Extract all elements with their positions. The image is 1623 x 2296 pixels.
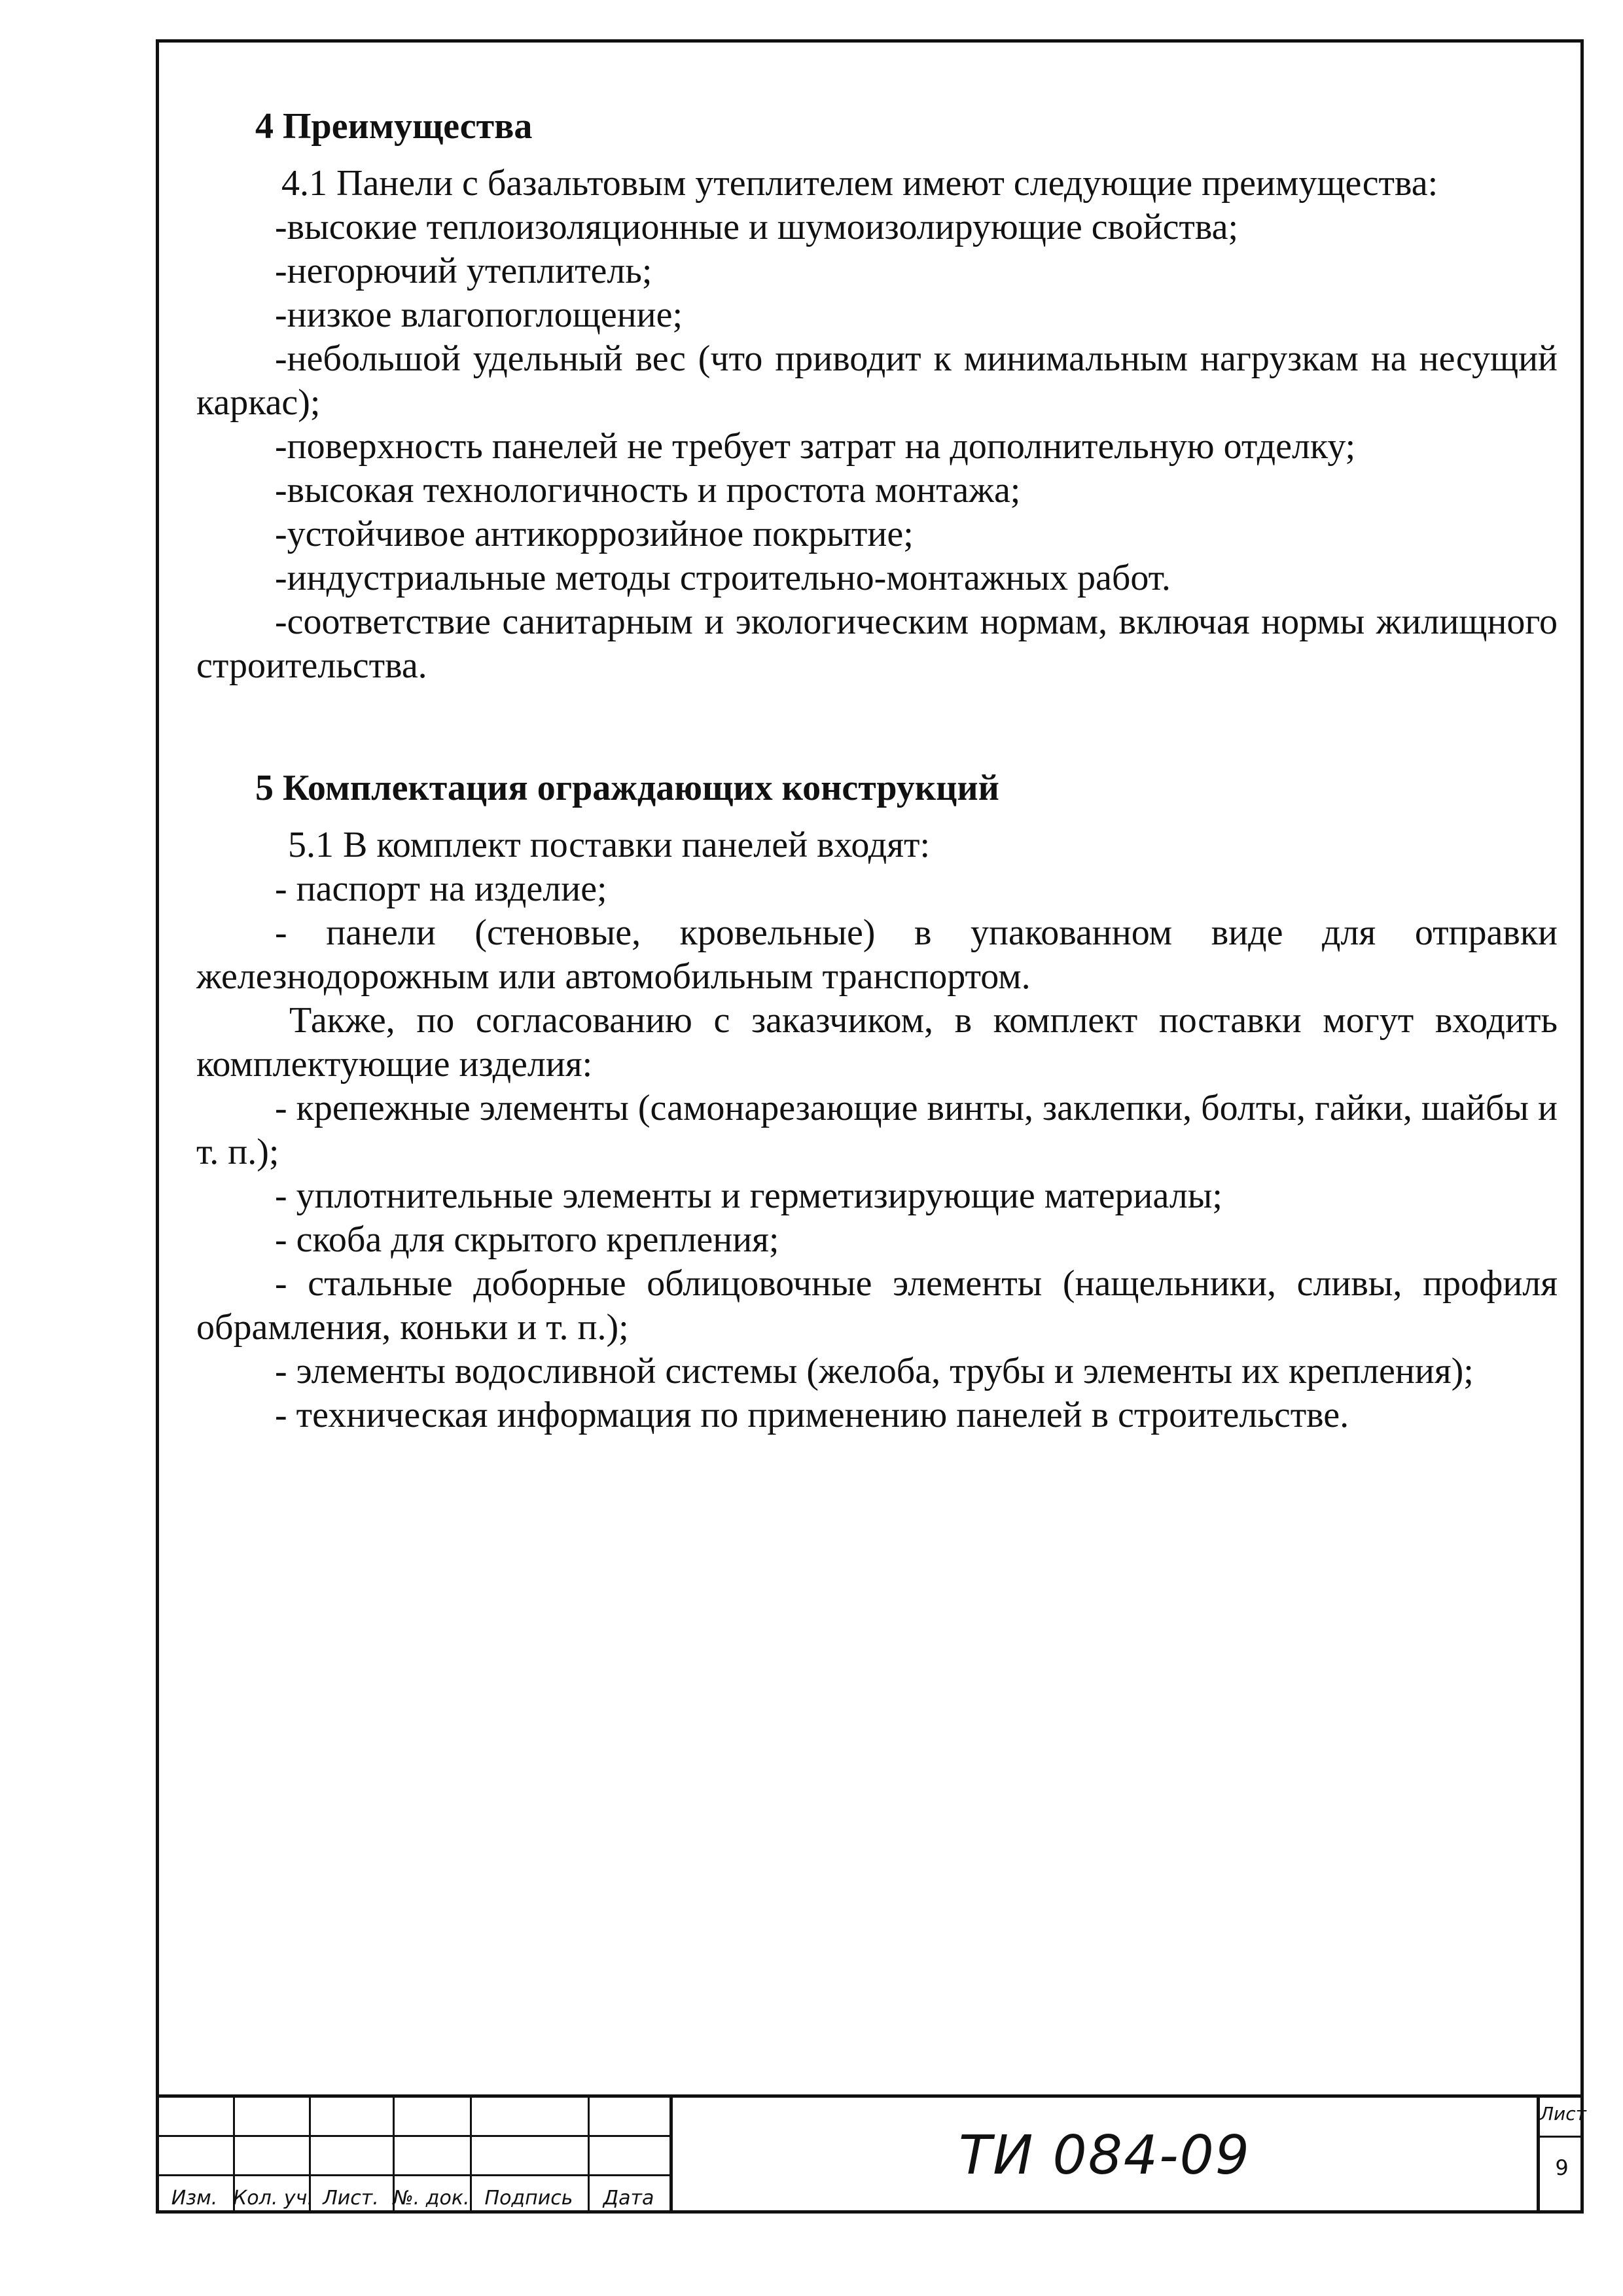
doc-number-column-label: №. док. (393, 2187, 470, 2210)
section-5-list-item: - элементы водосливной системы (желоба, трубы и элементы их крепления); (275, 1351, 1474, 1391)
date-column-label: Дата (603, 2187, 654, 2210)
document-code: ТИ 084-09 (959, 2125, 1251, 2187)
sheet-label: Лист (1540, 2103, 1586, 2125)
section-4-list-item: -высокая технологичность и простота монтажа; (275, 470, 1021, 511)
section-4-list-item: -индустриальные методы строительно-монтажных работ. (275, 558, 1171, 598)
sheet-divider (1540, 2136, 1584, 2138)
section-4-list-item: -негорючий утеплитель; (275, 251, 652, 291)
section-5-list-item: - техническая информация по применению панелей в строительстве. (275, 1395, 1349, 1435)
section-4-list-item: -небольшой удельный вес (что приводит к минимальным нагрузкам на несущий каркас); (196, 338, 1558, 423)
sheet-number-cell (1537, 2094, 1584, 2214)
section-5-paragraph: 5.1 В комплект поставки панелей входят: (288, 825, 931, 865)
section-4-list-item: -низкое влагопоглощение; (275, 295, 683, 335)
title-block-revision-table (156, 2094, 673, 2214)
section-5-list-item: - паспорт на изделие; (275, 869, 607, 909)
signature-column-label: Подпись (484, 2187, 573, 2210)
section-4-list-item: -высокие теплоизоляционные и шумоизолирующие свойства; (275, 207, 1239, 247)
section-5-list-item: - скоба для скрытого крепления; (275, 1219, 779, 1260)
section-5-list-item: - панели (стеновые, кровельные) в упакованном виде для отправки железнодорожным или автомобильным транспортом. (196, 912, 1558, 997)
document-code-cell (673, 2094, 1537, 2214)
section-5-heading: 5 Комплектация ограждающих конструкций (255, 768, 999, 808)
section-5-list-item: - стальные доборные облицовочные элементы (нащельники, сливы, профиля обрамления, коньки и т. п.); (196, 1263, 1558, 1348)
section-4-heading: 4 Преимущества (255, 106, 533, 147)
sheet-column-label: Лист. (323, 2187, 379, 2210)
section-5-list-item: - уплотнительные элементы и герметизирующие материалы; (275, 1175, 1222, 1216)
sheet-number: 9 (1555, 2155, 1569, 2180)
section-4-list-item: -соответствие санитарным и экологическим нормам, включая нормы жилищного строительства. (196, 601, 1558, 686)
section-4-list-item: -устойчивое антикоррозийное покрытие; (275, 514, 914, 554)
revision-column-label: Изм. (171, 2187, 218, 2210)
section-5-paragraph: Также, по согласованию с заказчиком, в комплект поставки могут входить комплектующие изделия: (196, 1000, 1558, 1085)
section-5-list-item: - крепежные элементы (самонарезающие винты, заклепки, болты, гайки, шайбы и т. п.); (196, 1088, 1558, 1172)
document-body (196, 105, 1558, 1437)
section-4-paragraph: 4.1 Панели с базальтовым утеплителем имеют следующие преимущества: (281, 163, 1438, 204)
section-4-list-item: -поверхность панелей не требует затрат на дополнительную отделку; (275, 426, 1356, 467)
quantity-column-label: Кол. уч. (233, 2187, 313, 2210)
